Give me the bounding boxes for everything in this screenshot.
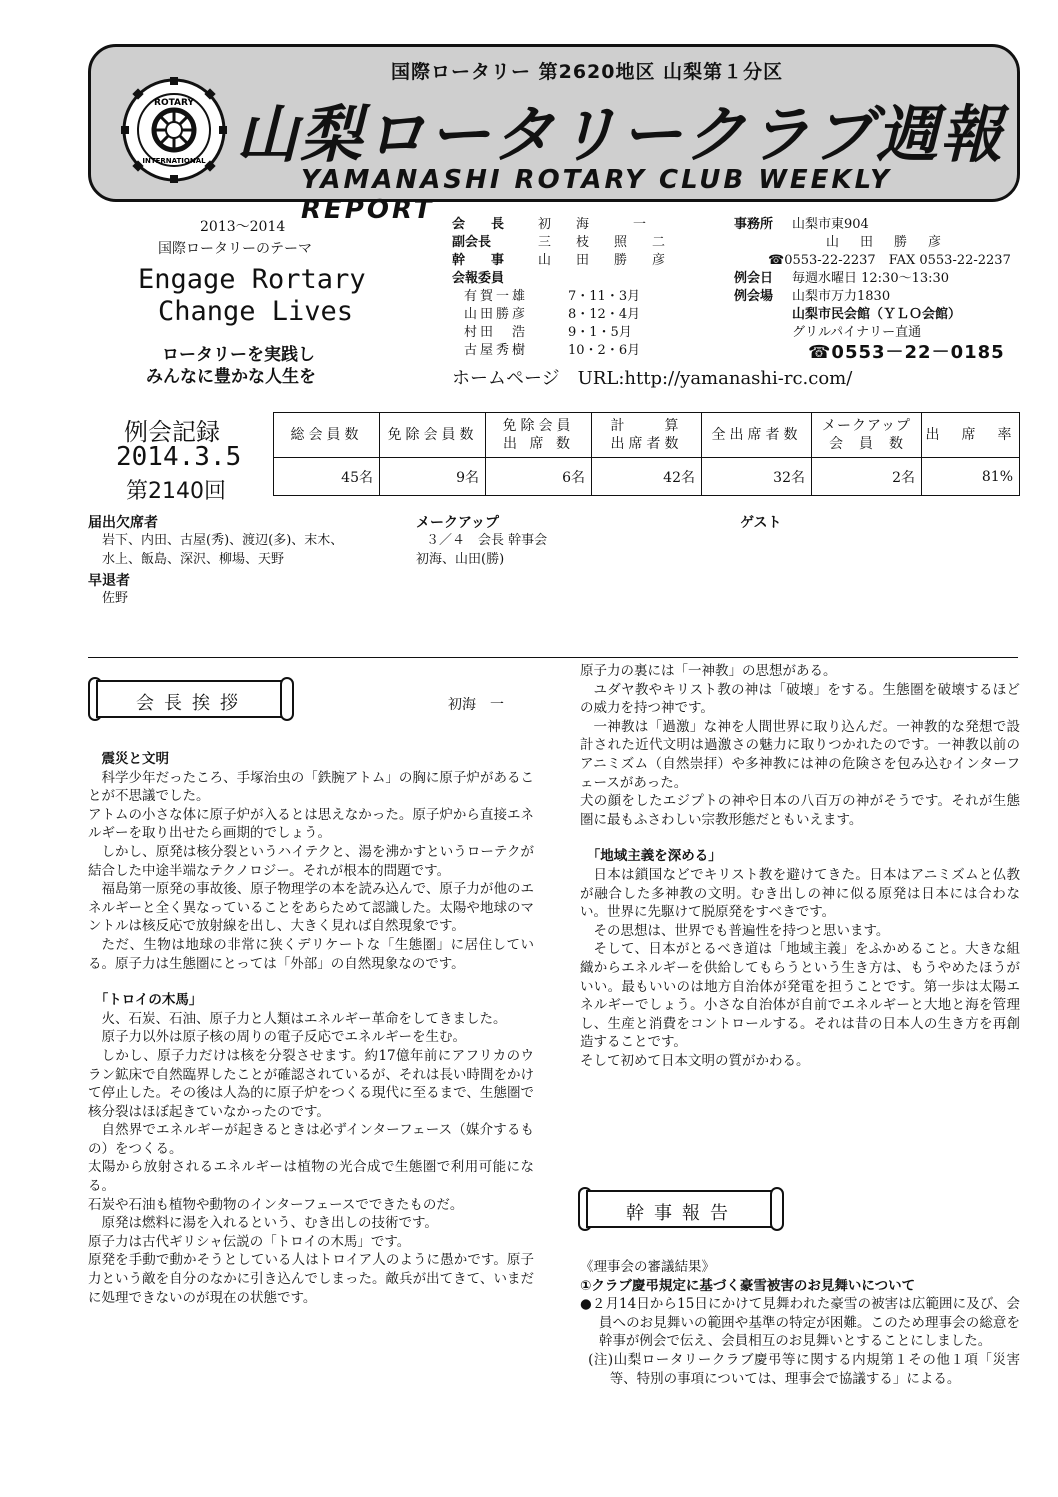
venue-phone: ☎0553－22－0185 xyxy=(808,342,1005,363)
makeup-list-1: ３／４ 会長 幹事会 xyxy=(426,533,548,548)
table-cell: 42名 xyxy=(592,458,702,496)
record-date: 2014.3.5 xyxy=(116,442,242,472)
absent-heading: 届出欠席者 xyxy=(88,515,158,531)
paragraph: ただ、生物は地球の非常に狭くデリケートな「生態圏」に居住している。原子力は生態圏にとっては「外部」の自然現象なのです。 xyxy=(88,936,534,972)
theme-label: 国際ロータリーのテーマ xyxy=(158,241,312,257)
scroll-curl xyxy=(770,1187,784,1231)
committee-months: 9・1・5月 xyxy=(568,325,632,340)
svg-text:ROTARY: ROTARY xyxy=(154,98,194,108)
office-address: 山梨市東904 xyxy=(792,217,869,232)
theme-en-line1: Engage Rortary xyxy=(138,264,366,295)
secretary-role: 幹 事 xyxy=(452,253,505,268)
homepage-url[interactable]: ホームページ URL:http://yamanashi-rc.com/ xyxy=(452,368,853,389)
paragraph: 自然界でエネルギーが起きるときは必ずインターフェース（媒介するもの）をつくる。 xyxy=(88,1122,534,1157)
table-cell: 6名 xyxy=(486,458,592,496)
paragraph: 太陽から放射されるエネルギーは植物の光合成で生態圏で利用可能になる。 xyxy=(88,1159,534,1195)
table-row xyxy=(274,458,1020,496)
secretary-banner-label: 幹事報告 xyxy=(626,1203,738,1224)
secretary-report xyxy=(580,1258,1020,1388)
theme-jp-line1: ロータリーを実践し xyxy=(162,345,315,365)
meeting-place-label: 例会場 xyxy=(734,289,774,304)
meeting-place-venue: 山梨市民会館（ＹＬＯ会館） xyxy=(792,307,962,322)
makeup-heading: メークアップ xyxy=(416,515,500,531)
paragraph: 日本は鎖国などでキリスト教を避けてきた。日本はアニミズムと仏教が融合した多神教の文明。むき出しの神に似る原発は日本には合わない。世界に先駆けて脱原発をすべきです。 xyxy=(580,866,1020,921)
early-heading: 早退者 xyxy=(88,573,130,589)
paragraph: 原発は燃料に湯を入れるという、むき出しの技術です。 xyxy=(101,1215,438,1232)
committee-member: 村田 浩 xyxy=(464,325,529,340)
table-header: 免除会員 出 席 数 xyxy=(486,413,592,458)
early-list: 佐野 xyxy=(102,591,129,606)
record-number: 第2140回 xyxy=(126,479,226,504)
absent-list-2: 水上、飯島、深沢、柳場、天野 xyxy=(102,552,285,567)
table-cell: 9名 xyxy=(380,458,486,496)
meeting-day-label: 例会日 xyxy=(734,271,774,286)
page-title: 山梨ロータリークラブ週報 xyxy=(236,98,1005,171)
paragraph: しかし、原発は核分裂というハイテクと、湯を沸かすというローテクが結合した中途半端なテクノロジー。それが根本的問題です。 xyxy=(88,843,534,879)
table-header-row xyxy=(274,413,1020,458)
theme-year: 2013～2014 xyxy=(200,219,286,235)
vice-role: 副会長 xyxy=(452,235,492,250)
table-cell: 81% xyxy=(922,458,1020,496)
paragraph: 石炭や石油も植物や動物のインターフェースでできたものだ。 xyxy=(88,1196,464,1213)
president-banner xyxy=(96,680,288,718)
meeting-place: 山梨市万力1830 xyxy=(792,289,891,304)
attendance-table xyxy=(273,412,1020,496)
paragraph: 科学少年だったころ、手塚治虫の「鉄腕アトム」の胸に原子炉があることが不思議でした。 xyxy=(88,769,534,805)
makeup-list-2: 初海、山田(勝) xyxy=(416,552,505,567)
report-note: (注)山梨ロータリークラブ慶弔等に関する内規第１その他１項「災害等、特別の事項については、理事会で協議する」による。 xyxy=(588,1351,1020,1387)
guest-heading: ゲスト xyxy=(740,515,782,531)
page-subtitle: YAMANASHI ROTARY CLUB WEEKLY REPORT xyxy=(301,165,892,225)
paragraph: 原子力以外は原子核の周りの電子反応でエネルギーを生む。 xyxy=(101,1029,466,1046)
committee-months: 7・11・3月 xyxy=(568,289,641,304)
report-heading: 《理事会の審議結果》 xyxy=(580,1259,715,1275)
absent-list-1: 岩下、内田、古屋(秀)、渡辺(多)、末木、 xyxy=(102,533,344,548)
record-label: 例会記録 xyxy=(124,418,220,446)
district-line: 国際ロータリー 第2620地区 山梨第１分区 xyxy=(391,61,784,83)
meeting-day: 毎週水曜日 12:30～13:30 xyxy=(792,271,950,286)
paragraph: そして初めて日本文明の質がかわる。 xyxy=(580,1052,810,1069)
rotary-wheel-icon xyxy=(119,75,229,185)
svg-text:INTERNATIONAL: INTERNATIONAL xyxy=(142,157,206,165)
table-header: 総会員数 xyxy=(274,413,380,458)
president-message-cont xyxy=(580,662,1020,1070)
committee-member: 山田勝彦 xyxy=(464,307,529,322)
office-name: 山 田 勝 彦 xyxy=(826,235,946,250)
committee-months: 10・2・6月 xyxy=(568,343,641,358)
scroll-curl xyxy=(280,677,294,721)
paragraph: ユダヤ教やキリスト教の神は「破壊」をする。生態圏を破壊するほどの威力を持つ神です。 xyxy=(580,681,1020,717)
table-header: 計 算 出席者数 xyxy=(592,413,702,458)
subheading: 「地域主義を深める」 xyxy=(586,848,722,865)
table-header: 免除会員数 xyxy=(380,413,486,458)
table-cell: 45名 xyxy=(274,458,380,496)
paragraph: 原発を手動で動かそうとしている人はトロイア人のように愚かです。原子力という敵を自分のなかに引き込んでしまった。敵兵が出てきて、いまだに処理できないのが現在の状態です。 xyxy=(88,1252,534,1306)
subheading: 震災と文明 xyxy=(101,751,169,767)
vice-name: 三 枝 照 二 xyxy=(538,235,672,250)
president-banner-label: 会長挨拶 xyxy=(136,693,248,714)
theme-jp-line2: みんなに豊かな人生を xyxy=(146,367,316,387)
officers-block xyxy=(452,216,712,366)
committee-member: 古屋秀樹 xyxy=(464,343,529,358)
committee-months: 8・12・4月 xyxy=(568,307,641,322)
report-bullet: ●２月14日から15日にかけて見舞われた豪雪の被害は広範囲に及び、会員へのお見舞いの範囲や基準の特定が困難。このため理事会の総意を幹事が例会で伝え、会員相互のお見舞いとすることにしました。 xyxy=(580,1296,1020,1350)
table-header: メークアップ 会 員 数 xyxy=(812,413,922,458)
paragraph: 原子力の裏には「一神教」の思想がある。 xyxy=(580,663,837,679)
meeting-place-tel-label: グリルパイナリー直通 xyxy=(792,325,922,340)
table-cell: 32名 xyxy=(702,458,812,496)
paragraph: その思想は、世界でも普遍性を持つと思います。 xyxy=(593,922,890,939)
secretary-name: 山 田 勝 彦 xyxy=(538,253,672,268)
table-cell: 2名 xyxy=(812,458,922,496)
president-name: 初 海 一 xyxy=(538,217,653,232)
paragraph: そして、日本がとるべき道は「地域主義」をふかめること。大きな組織からエネルギーを供給してもらうという生き方は、もうやめたほうがいい。最もいいのは地方自治体が発電を担うことです。第一歩は太陽エネルギーでしょう。小さな自治体が自前でエネルギーと大地と海を管理し、生産と消費をコントロールする。それは昔の日本人の生き方を再創造することです。 xyxy=(580,941,1020,1051)
paragraph: アトムの小さな体に原子炉が入るとは思えなかった。原子炉から直接エネルギーを取り出せたら画期的でしょう。 xyxy=(88,806,534,842)
divider xyxy=(88,657,1018,658)
table-header: 出 席 率 xyxy=(922,413,1020,458)
subheading: 「トロイの木馬」 xyxy=(94,992,203,1009)
report-item-heading: ①クラブ慶弔規定に基づく豪雪被害のお見舞いについて xyxy=(580,1277,916,1294)
paragraph: しかし、原子力だけは核を分裂させます。約17億年前にアフリカのウラン鉱床で自然臨界したことが確認されているが、それは長い時間をかけて停止した。その後は人為的に原子炉をつくる現代に至るまで、生態圏で核分裂はほぼ起きていなかったのです。 xyxy=(88,1047,534,1120)
office-tel-fax: ☎0553-22-2237 FAX 0553-22-2237 xyxy=(768,253,1011,268)
president-author: 初海 一 xyxy=(448,697,504,713)
secretary-banner xyxy=(586,1190,778,1228)
paragraph: 犬の顔をしたエジプトの神や日本の八百万の神がそうです。それが生態圏に最もふさわしい宗教形態だともいえます。 xyxy=(580,793,1020,828)
table-header: 全出席者数 xyxy=(702,413,812,458)
committee-role: 会報委員 xyxy=(452,271,505,286)
paragraph: 火、石炭、石油、原子力と人類はエネルギー革命をしてきました。 xyxy=(101,1010,507,1027)
theme-en-line2: Change Lives xyxy=(158,296,354,327)
paragraph: 一神教は「過激」な神を人間世界に取り込んだ。一神教的な発想で設計された近代文明は過激さの魅力に取りつかれたのです。一神教以前のアニミズム（自然崇拝）や多神教には神の危険さを包み込むインターフェースがあった。 xyxy=(580,718,1020,791)
paragraph: 福島第一原発の事故後、原子物理学の本を読み込んで、原子力が他のエネルギーと全く異なっていることをあらためて認識した。太陽や地球のマントルは核反応で放射線を出し、大きく見れば自然現象です。 xyxy=(88,881,534,935)
president-role: 会 長 xyxy=(452,217,505,232)
president-message xyxy=(88,750,534,1307)
office-label: 事務所 xyxy=(734,217,774,232)
committee-member: 有賀一雄 xyxy=(464,289,529,304)
paragraph: 原子力は古代ギリシャ伝説の「トロイの木馬」です。 xyxy=(88,1233,411,1250)
